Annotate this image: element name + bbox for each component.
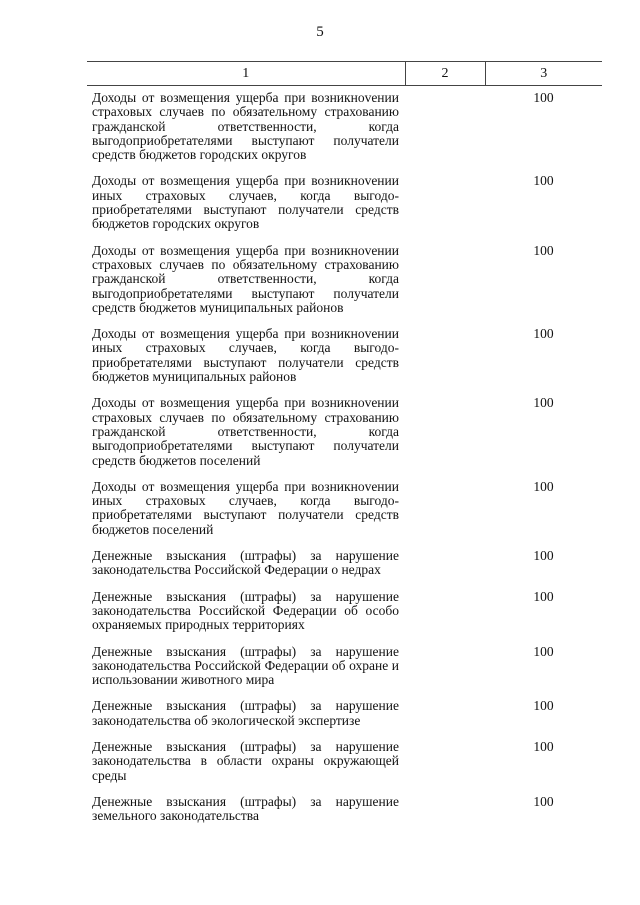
table-row [87,694,602,735]
table-row [87,790,602,831]
row-value: 100 [533,548,554,564]
table-row [87,391,602,474]
table-row [87,169,602,238]
table-header-row [87,62,602,86]
row-value: 100 [533,643,554,659]
row-col2 [405,391,485,474]
table-row [87,735,602,790]
row-description: Доходы от возмещения ущерба при возникноvении страховых случаев по обязательному страхованию гражданской ответственности, когда выгодоприобретателями выступают получатели средств бюджетов поселений [92,395,399,468]
row-description: Денежные взыскания (штрафы) за нарушение земельного законодательства [92,793,399,824]
row-value: 100 [533,698,554,714]
row-col2 [405,322,485,391]
row-description: Денежные взыскания (штрафы) за нарушение законодательства Российской Федерации о недрах [92,548,399,578]
column-header-2: 2 [405,62,485,86]
row-col2 [405,735,485,790]
row-value: 100 [533,738,554,754]
row-description: Доходы от возмещения ущерба при возникноvении страховых случаев по обязательному страхованию гражданской ответственности, когда выгодоприобретателями выступают получатели средств бюджетов муниципальных районов [92,242,399,315]
row-value: 100 [533,588,554,604]
column-header-1: 1 [87,62,405,86]
row-value: 100 [533,478,554,494]
row-value: 100 [533,173,554,189]
row-col2 [405,239,485,322]
row-col2 [405,790,485,831]
row-description: Доходы от возмещения ущерба при возникноvении иных страховых случаев, когда выгодоприобретателями выступают получатели средств бюджетов городских округов [92,173,399,232]
row-value: 100 [533,326,554,342]
row-description: Доходы от возмещения ущерба при возникноvении иных страховых случаев, когда выгодоприобретателями выступают получатели средств бюджетов муниципальных районов [92,326,399,385]
row-description: Доходы от возмещения ущерба при возникноvении иных страховых случаев, когда выгодоприобретателями выступают получатели средств бюджетов поселений [92,478,399,537]
column-header-3: 3 [485,62,602,86]
row-col2 [405,169,485,238]
table-row [87,322,602,391]
table-row [87,239,602,322]
row-col2 [405,86,485,170]
row-description: Денежные взыскания (штрафы) за нарушение законодательства в области охраны окружающей среды [92,738,399,783]
row-value: 100 [533,242,554,258]
row-description: Доходы от возмещения ущерба при возникноvении страховых случаев по обязательному страхованию гражданской ответственности, когда выгодоприобретателями выступают получатели средств бюджетов городских округов [92,90,399,163]
row-description: Денежные взыскания (штрафы) за нарушение законодательства об экологической экспертизе [92,698,399,728]
row-value: 100 [533,793,554,809]
row-description: Денежные взыскания (штрафы) за нарушение законодательства Российской Федерации об особо охраняемых природных территориях [92,588,399,633]
page-number: 5 [316,24,324,40]
row-col2 [405,694,485,735]
row-description: Денежные взыскания (штрафы) за нарушение законодательства Российской Федерации об охране и использовании животного мира [92,643,399,688]
row-value: 100 [533,90,554,105]
table-row [87,585,602,640]
table-row [87,640,602,695]
row-value: 100 [533,395,554,411]
table-row [87,475,602,544]
table-row [87,544,602,585]
row-col2 [405,544,485,585]
row-col2 [405,475,485,544]
row-col2 [405,640,485,695]
row-col2 [405,585,485,640]
income-distribution-table [87,61,602,830]
table-row [87,86,602,170]
